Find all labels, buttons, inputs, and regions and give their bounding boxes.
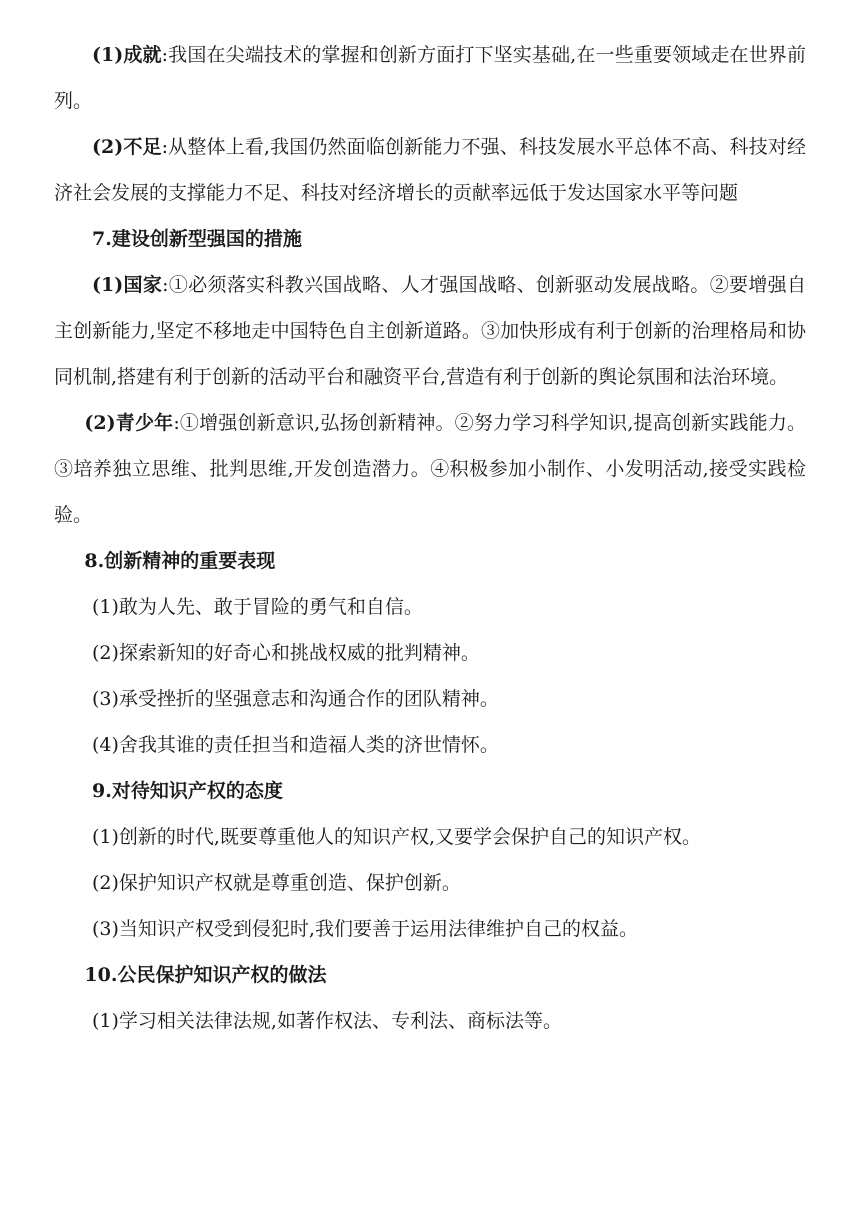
list-item: (4)舍我其谁的责任担当和造福人类的济世情怀。 (92, 734, 499, 756)
shortfall-label: (2)不足 (92, 136, 162, 158)
nation-measures-paragraph (54, 262, 806, 400)
list-item: (3)当知识产权受到侵犯时,我们要善于运用法律维护自己的权益。 (92, 918, 638, 940)
nation-label: (1)国家 (92, 274, 163, 296)
list-item: (1)创新的时代,既要尊重他人的知识产权,又要学会保护自己的知识产权。 (92, 826, 701, 848)
youth-text: :①增强创新意识,弘扬创新精神。②努力学习科学知识,提高创新实践能力。③培养独立思维、批判思维,开发创造潜力。④积极参加小制作、小发明活动,接受实践检验。 (54, 412, 807, 526)
list-item: (1)学习相关法律法规,如著作权法、专利法、商标法等。 (92, 1010, 562, 1032)
nation-text: :①必须落实科教兴国战略、人才强国战略、创新驱动发展战略。②要增强自主创新能力,坚定不移地走中国特色自主创新道路。③加快形成有利于创新的治理格局和协同机制,搭建有利于创新的活动平台和融资平台,营造有利于创新的舆论氛围和法治环境。 (54, 274, 807, 388)
section-9-title: 9.对待知识产权的态度 (92, 780, 283, 802)
youth-label: (2)青少年 (84, 412, 174, 434)
section-10-title: 10.公民保护知识产权的做法 (84, 964, 327, 986)
list-item: (2)探索新知的好奇心和挑战权威的批判精神。 (92, 642, 480, 664)
section-8-title: 8.创新精神的重要表现 (84, 550, 276, 572)
section-7-title: 7.建设创新型强国的措施 (92, 228, 302, 250)
shortfall-paragraph (54, 124, 806, 216)
achievement-paragraph (54, 32, 806, 124)
youth-measures-paragraph (54, 400, 806, 538)
shortfall-text: :从整体上看,我国仍然面临创新能力不强、科技发展水平总体不高、科技对经济社会发展的支撑能力不足、科技对经济增长的贡献率远低于发达国家水平等问题 (54, 136, 806, 204)
list-item: (1)敢为人先、敢于冒险的勇气和自信。 (92, 596, 423, 618)
list-item: (3)承受挫折的坚强意志和沟通合作的团队精神。 (92, 688, 499, 710)
list-item: (2)保护知识产权就是尊重创造、保护创新。 (92, 872, 461, 894)
achievement-text: :我国在尖端技术的掌握和创新方面打下坚实基础,在一些重要领域走在世界前列。 (54, 44, 806, 112)
achievement-label: (1)成就 (92, 44, 162, 66)
